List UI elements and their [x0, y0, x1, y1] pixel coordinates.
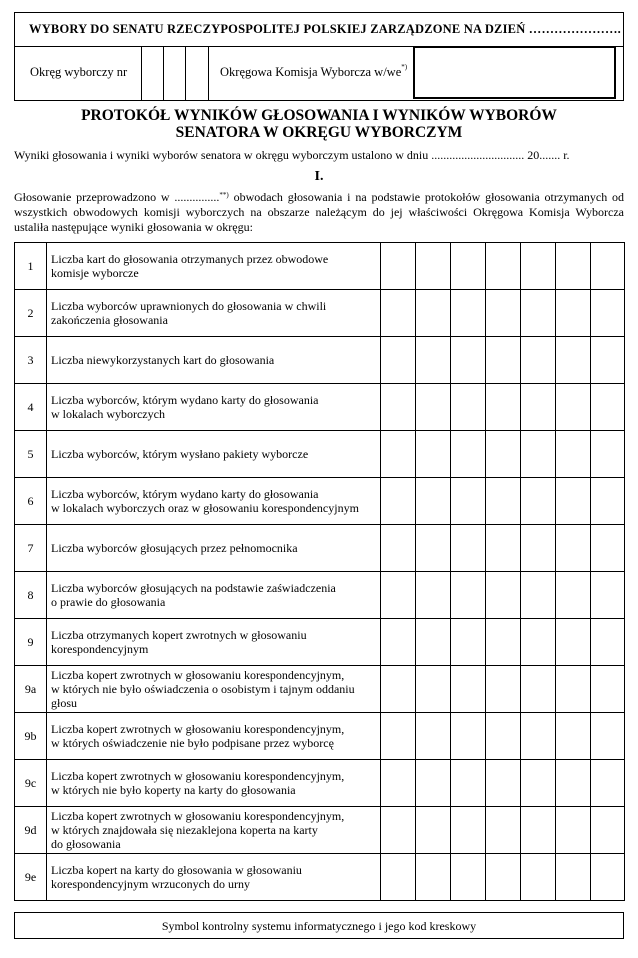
- digit-cell[interactable]: [556, 243, 591, 290]
- digit-cell[interactable]: [591, 525, 625, 572]
- digit-cell[interactable]: [556, 854, 591, 901]
- digit-cell[interactable]: [451, 572, 486, 619]
- row-label-line: Liczba wyborców, którym wysłano pakiety wyborcze: [51, 447, 309, 461]
- digit-cell[interactable]: [416, 431, 451, 478]
- row-label-line: głosu: [51, 696, 78, 710]
- row-label-line: Liczba wyborców, którym wydano karty do głosowania: [51, 393, 319, 407]
- digit-cell[interactable]: [416, 384, 451, 431]
- row-label: [47, 807, 381, 854]
- digit-cell[interactable]: [416, 619, 451, 666]
- digit-cell[interactable]: [556, 666, 591, 713]
- row-label-line: Liczba otrzymanych kopert zwrotnych w głosowaniu: [51, 628, 307, 642]
- digit-cell[interactable]: [591, 619, 625, 666]
- intro-line: Wyniki głosowania i wyniki wyborów senatora w okręgu wyborczym ustalono w dniu ............................... 20....... r.: [14, 148, 570, 162]
- row-label-line: w których nie było koperty na karty do głosowania: [51, 783, 296, 797]
- digit-cell[interactable]: [381, 666, 416, 713]
- election-header-box: [14, 12, 624, 47]
- protocol-title-line-1: PROTOKÓŁ WYNIKÓW GŁOSOWANIA I WYNIKÓW WYBORÓW: [81, 107, 557, 124]
- row-label: [47, 478, 381, 525]
- digit-cell[interactable]: [451, 854, 486, 901]
- row-number: 9b: [15, 713, 47, 760]
- digit-cell[interactable]: [451, 337, 486, 384]
- digit-cell[interactable]: [451, 807, 486, 854]
- digit-cell[interactable]: [521, 854, 556, 901]
- table-row: [15, 572, 625, 619]
- digit-cell[interactable]: [556, 713, 591, 760]
- table-row: [15, 666, 625, 713]
- row-label-line: korespondencyjnym: [51, 642, 149, 656]
- row-number: 1: [15, 243, 47, 290]
- digit-cell[interactable]: [556, 619, 591, 666]
- row-label: [47, 572, 381, 619]
- table-row: [15, 713, 625, 760]
- row-label-line: Liczba niewykorzystanych kart do głosowania: [51, 353, 275, 367]
- row-label: [47, 290, 381, 337]
- digit-cell[interactable]: [591, 337, 625, 384]
- row-label-line: Liczba wyborców, którym wydano karty do głosowania: [51, 487, 319, 501]
- row-label-line: zakończenia głosowania: [51, 313, 168, 327]
- digit-cell[interactable]: [591, 431, 625, 478]
- row-label-line: w lokalach wyborczych: [51, 407, 165, 421]
- digit-cell[interactable]: [486, 572, 521, 619]
- digit-cell[interactable]: [521, 619, 556, 666]
- digit-cell[interactable]: [556, 337, 591, 384]
- row-label-line: korespondencyjnym wrzuconych do urny: [51, 877, 250, 891]
- table-row: [15, 854, 625, 901]
- table-row: [15, 431, 625, 478]
- digit-cell[interactable]: [556, 572, 591, 619]
- digit-cell[interactable]: [591, 854, 625, 901]
- digit-cell[interactable]: [486, 666, 521, 713]
- row-number: 3: [15, 337, 47, 384]
- digit-cell[interactable]: [486, 760, 521, 807]
- digit-cell[interactable]: [381, 619, 416, 666]
- digit-cell[interactable]: [416, 337, 451, 384]
- row-label-line: komisje wyborcze: [51, 266, 139, 280]
- commission-name-field[interactable]: [413, 46, 616, 99]
- row-number: 5: [15, 431, 47, 478]
- digit-cell[interactable]: [416, 525, 451, 572]
- commission-label: Okręgowa Komisja Wyborcza w/we*): [220, 63, 408, 79]
- digit-cell[interactable]: [591, 572, 625, 619]
- digit-cell[interactable]: [521, 290, 556, 337]
- row-label-line: w których oświadczenie nie było podpisane przez wyborcę: [51, 736, 334, 750]
- table-row: [15, 619, 625, 666]
- digit-cell[interactable]: [486, 243, 521, 290]
- digit-cell[interactable]: [416, 807, 451, 854]
- digit-cell[interactable]: [381, 854, 416, 901]
- digit-cell[interactable]: [521, 760, 556, 807]
- table-row: [15, 290, 625, 337]
- row-label: [47, 854, 381, 901]
- row-label-line: w których nie było oświadczenia o osobistym i tajnym oddaniu: [51, 682, 355, 696]
- district-number-cell-2[interactable]: [164, 46, 186, 101]
- digit-cell[interactable]: [486, 290, 521, 337]
- digit-cell[interactable]: [486, 854, 521, 901]
- row-label: [47, 760, 381, 807]
- digit-cell[interactable]: [556, 760, 591, 807]
- row-label: [47, 525, 381, 572]
- row-label: [47, 243, 381, 290]
- digit-cell[interactable]: [556, 807, 591, 854]
- row-number: 9a: [15, 666, 47, 713]
- digit-cell[interactable]: [591, 760, 625, 807]
- table-row: [15, 337, 625, 384]
- digit-cell[interactable]: [381, 290, 416, 337]
- row-label-line: Liczba kopert zwrotnych w głosowaniu korespondencyjnym,: [51, 809, 345, 823]
- digit-cell[interactable]: [381, 384, 416, 431]
- results-table: [14, 242, 625, 901]
- row-number: 9d: [15, 807, 47, 854]
- digit-cell[interactable]: [416, 760, 451, 807]
- digit-cell[interactable]: [451, 384, 486, 431]
- row-number: 4: [15, 384, 47, 431]
- table-row: [15, 243, 625, 290]
- row-number: 8: [15, 572, 47, 619]
- digit-cell[interactable]: [591, 478, 625, 525]
- digit-cell[interactable]: [591, 290, 625, 337]
- digit-cell[interactable]: [486, 525, 521, 572]
- table-row: [15, 807, 625, 854]
- digit-cell[interactable]: [521, 384, 556, 431]
- digit-cell[interactable]: [451, 619, 486, 666]
- row-label: [47, 431, 381, 478]
- district-number-cell-1[interactable]: [141, 46, 164, 101]
- digit-cell[interactable]: [521, 337, 556, 384]
- digit-cell[interactable]: [381, 525, 416, 572]
- digit-cell[interactable]: [381, 760, 416, 807]
- row-number: 9e: [15, 854, 47, 901]
- row-label: [47, 666, 381, 713]
- digit-cell[interactable]: [521, 666, 556, 713]
- digit-cell[interactable]: [556, 384, 591, 431]
- digit-cell[interactable]: [416, 572, 451, 619]
- row-label-line: w których znajdowała się niezaklejona koperta na karty: [51, 823, 318, 837]
- digit-cell[interactable]: [591, 807, 625, 854]
- row-label-line: Liczba kopert zwrotnych w głosowaniu korespondencyjnym,: [51, 769, 345, 783]
- row-label-line: w lokalach wyborczych oraz w głosowaniu korespondencyjnym: [51, 501, 359, 515]
- digit-cell[interactable]: [486, 431, 521, 478]
- digit-cell[interactable]: [521, 478, 556, 525]
- digit-cell[interactable]: [486, 807, 521, 854]
- digit-cell[interactable]: [521, 807, 556, 854]
- digit-cell[interactable]: [521, 431, 556, 478]
- digit-cell[interactable]: [381, 431, 416, 478]
- digit-cell[interactable]: [381, 807, 416, 854]
- digit-cell[interactable]: [451, 478, 486, 525]
- row-number: 6: [15, 478, 47, 525]
- digit-cell[interactable]: [486, 478, 521, 525]
- row-label-line: do głosowania: [51, 837, 121, 851]
- district-label: Okręg wyborczy nr: [30, 65, 128, 79]
- digit-cell[interactable]: [556, 478, 591, 525]
- row-label-line: Liczba wyborców głosujących na podstawie zaświadczenia: [51, 581, 336, 595]
- intro-paragraph: Głosowanie przeprowadzono w ...............**) obwodach głosowania i na podstawie protokołów głosowania otrzymanych od wszystkich obwodowych komisji wyborczych na obszarze należącym do jej właściwości Okręgowa Komisja Wyborcza ustaliła następujące wyniki głosowania w okręgu:: [14, 190, 625, 234]
- section-number: I.: [314, 169, 324, 184]
- digit-cell[interactable]: [486, 619, 521, 666]
- digit-cell[interactable]: [556, 290, 591, 337]
- digit-cell[interactable]: [381, 713, 416, 760]
- table-row: [15, 525, 625, 572]
- row-number: 9c: [15, 760, 47, 807]
- digit-cell[interactable]: [486, 337, 521, 384]
- digit-cell[interactable]: [416, 478, 451, 525]
- row-label: [47, 713, 381, 760]
- digit-cell[interactable]: [591, 713, 625, 760]
- digit-cell[interactable]: [591, 384, 625, 431]
- digit-cell[interactable]: [451, 760, 486, 807]
- digit-cell[interactable]: [381, 243, 416, 290]
- digit-cell[interactable]: [521, 243, 556, 290]
- digit-cell[interactable]: [416, 713, 451, 760]
- digit-cell[interactable]: [591, 243, 625, 290]
- table-row: [15, 760, 625, 807]
- digit-cell[interactable]: [556, 431, 591, 478]
- table-row: [15, 478, 625, 525]
- digit-cell[interactable]: [486, 384, 521, 431]
- digit-cell[interactable]: [521, 713, 556, 760]
- digit-cell[interactable]: [451, 666, 486, 713]
- row-label-line: Liczba wyborców głosujących przez pełnomocnika: [51, 541, 298, 555]
- digit-cell[interactable]: [521, 525, 556, 572]
- election-title: WYBORY DO SENATU RZECZYPOSPOLITEJ POLSKIEJ ZARZĄDZONE NA DZIEŃ ………………….: [29, 22, 621, 36]
- table-row: [15, 384, 625, 431]
- digit-cell[interactable]: [416, 290, 451, 337]
- digit-cell[interactable]: [416, 666, 451, 713]
- digit-cell[interactable]: [416, 854, 451, 901]
- row-label-line: Liczba kart do głosowania otrzymanych przez obwodowe: [51, 252, 329, 266]
- protocol-title-line-2: SENATORA W OKRĘGU WYBORCZYM: [175, 124, 463, 141]
- digit-cell[interactable]: [521, 572, 556, 619]
- row-label-line: o prawie do głosowania: [51, 595, 166, 609]
- digit-cell[interactable]: [381, 478, 416, 525]
- digit-cell[interactable]: [381, 572, 416, 619]
- row-label: [47, 619, 381, 666]
- digit-cell[interactable]: [451, 290, 486, 337]
- control-symbol-box: [14, 912, 624, 939]
- digit-cell[interactable]: [451, 243, 486, 290]
- row-label: [47, 384, 381, 431]
- row-number: 7: [15, 525, 47, 572]
- digit-cell[interactable]: [381, 337, 416, 384]
- row-label-line: Liczba kopert na karty do głosowania w głosowaniu: [51, 863, 302, 877]
- row-label-line: Liczba kopert zwrotnych w głosowaniu korespondencyjnym,: [51, 668, 345, 682]
- row-label-line: Liczba kopert zwrotnych w głosowaniu korespondencyjnym,: [51, 722, 345, 736]
- district-number-cell-3[interactable]: [186, 46, 209, 101]
- digit-cell[interactable]: [591, 666, 625, 713]
- digit-cell[interactable]: [451, 713, 486, 760]
- row-label-line: Liczba wyborców uprawnionych do głosowania w chwili: [51, 299, 327, 313]
- digit-cell[interactable]: [416, 243, 451, 290]
- digit-cell[interactable]: [451, 431, 486, 478]
- row-number: 2: [15, 290, 47, 337]
- row-number: 9: [15, 619, 47, 666]
- control-symbol-label: Symbol kontrolny systemu informatycznego i jego kod kreskowy: [161, 919, 477, 933]
- digit-cell[interactable]: [486, 713, 521, 760]
- digit-cell[interactable]: [556, 525, 591, 572]
- digit-cell[interactable]: [451, 525, 486, 572]
- row-label: [47, 337, 381, 384]
